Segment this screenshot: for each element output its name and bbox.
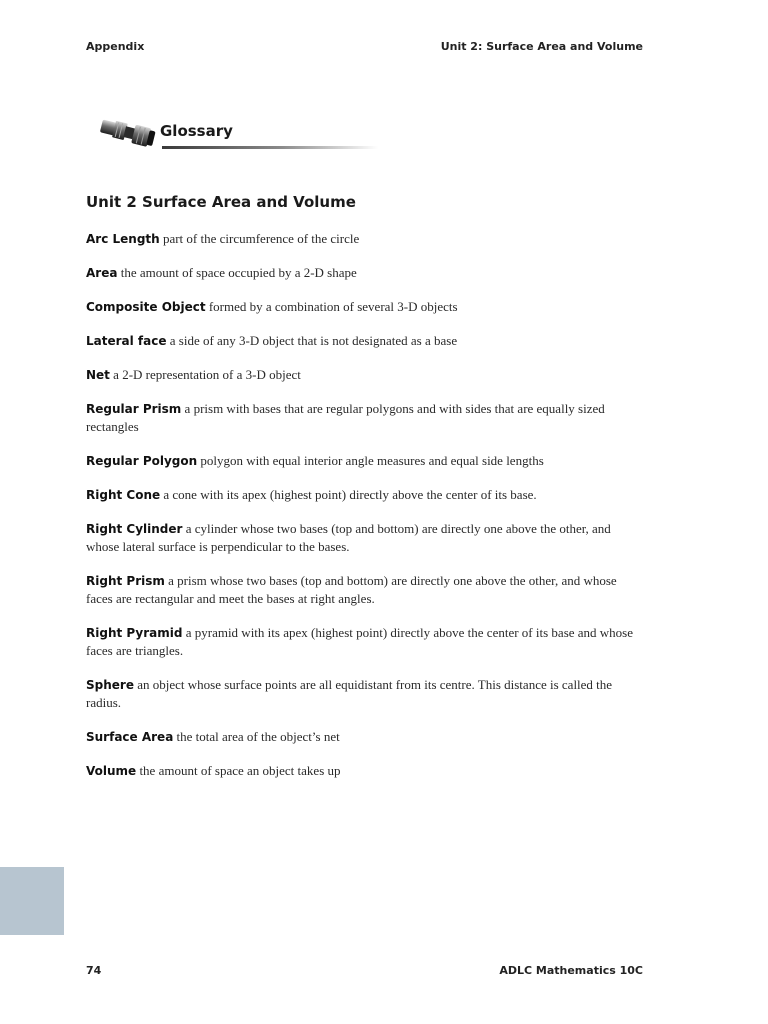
glossary-entry <box>86 298 646 316</box>
glossary-definition: a pyramid with its apex (highest point) directly above the center of its base and whose faces are triangles. <box>86 625 634 658</box>
glossary-term: Right Cylinder <box>86 522 183 536</box>
glossary-term: Surface Area <box>86 730 174 744</box>
glossary-definition: the total area of the object’s net <box>176 729 340 744</box>
glossary-entry <box>86 400 646 436</box>
glossary-term: Net <box>86 368 110 382</box>
glossary-term: Composite Object <box>86 300 206 314</box>
glossary-term: Right Cone <box>86 488 161 502</box>
glossary-definition: a prism with bases that are regular polygons and with sides that are equally sized rectangles <box>86 401 605 434</box>
glossary-term: Regular Polygon <box>86 454 198 468</box>
glossary-term: Regular Prism <box>86 402 182 416</box>
side-thumb-tab <box>0 867 64 935</box>
running-header-right: Unit 2: Surface Area and Volume <box>440 40 643 53</box>
glossary-entry <box>86 624 646 660</box>
section-title: Unit 2 Surface Area and Volume <box>86 193 356 211</box>
glossary-heading <box>96 116 386 156</box>
glossary-definition: an object whose surface points are all equidistant from its centre. This distance is called the radius. <box>86 677 613 710</box>
glossary-entry <box>86 762 646 780</box>
page-number: 74 <box>86 964 102 977</box>
glossary-definition: part of the circumference of the circle <box>162 231 360 246</box>
glossary-entry <box>86 572 646 608</box>
glossary-term: Right Prism <box>86 574 165 588</box>
footer-course-title: ADLC Mathematics 10C <box>499 964 643 977</box>
glossary-entry <box>86 264 646 282</box>
glossary-term: Arc Length <box>86 232 160 246</box>
glossary-term: Lateral face <box>86 334 167 348</box>
glossary-list <box>86 230 646 796</box>
glossary-entry <box>86 486 646 504</box>
glossary-entry <box>86 452 646 470</box>
glossary-entry <box>86 520 646 556</box>
glossary-definition: a cone with its apex (highest point) directly above the center of its base. <box>163 487 537 502</box>
glossary-term: Area <box>86 266 118 280</box>
glossary-definition: polygon with equal interior angle measures and equal side lengths <box>200 453 544 468</box>
glossary-entry <box>86 366 646 384</box>
glossary-title: Glossary <box>160 122 233 140</box>
glossary-term: Volume <box>86 764 137 778</box>
glossary-entry <box>86 676 646 712</box>
glossary-definition: a cylinder whose two bases (top and bottom) are directly one above the other, and whose lateral surface is perpendicular to the bases. <box>86 521 611 554</box>
running-header-left: Appendix <box>86 40 145 53</box>
glossary-entry <box>86 728 646 746</box>
glossary-definition: the amount of space occupied by a 2-D shape <box>120 265 357 280</box>
glossary-underline <box>162 146 378 149</box>
glossary-entry <box>86 230 646 248</box>
glossary-definition: a 2-D representation of a 3-D object <box>113 367 301 382</box>
glossary-term: Sphere <box>86 678 134 692</box>
glossary-definition: formed by a combination of several 3-D objects <box>208 299 458 314</box>
glossary-definition: the amount of space an object takes up <box>139 763 341 778</box>
glossary-definition: a prism whose two bases (top and bottom) are directly one above the other, and whose faces are rectangular and meet the bases at right angles. <box>86 573 617 606</box>
glossary-definition: a side of any 3-D object that is not designated as a base <box>169 333 458 348</box>
camera-lens-icon <box>96 116 160 154</box>
glossary-entry <box>86 332 646 350</box>
glossary-term: Right Pyramid <box>86 626 183 640</box>
